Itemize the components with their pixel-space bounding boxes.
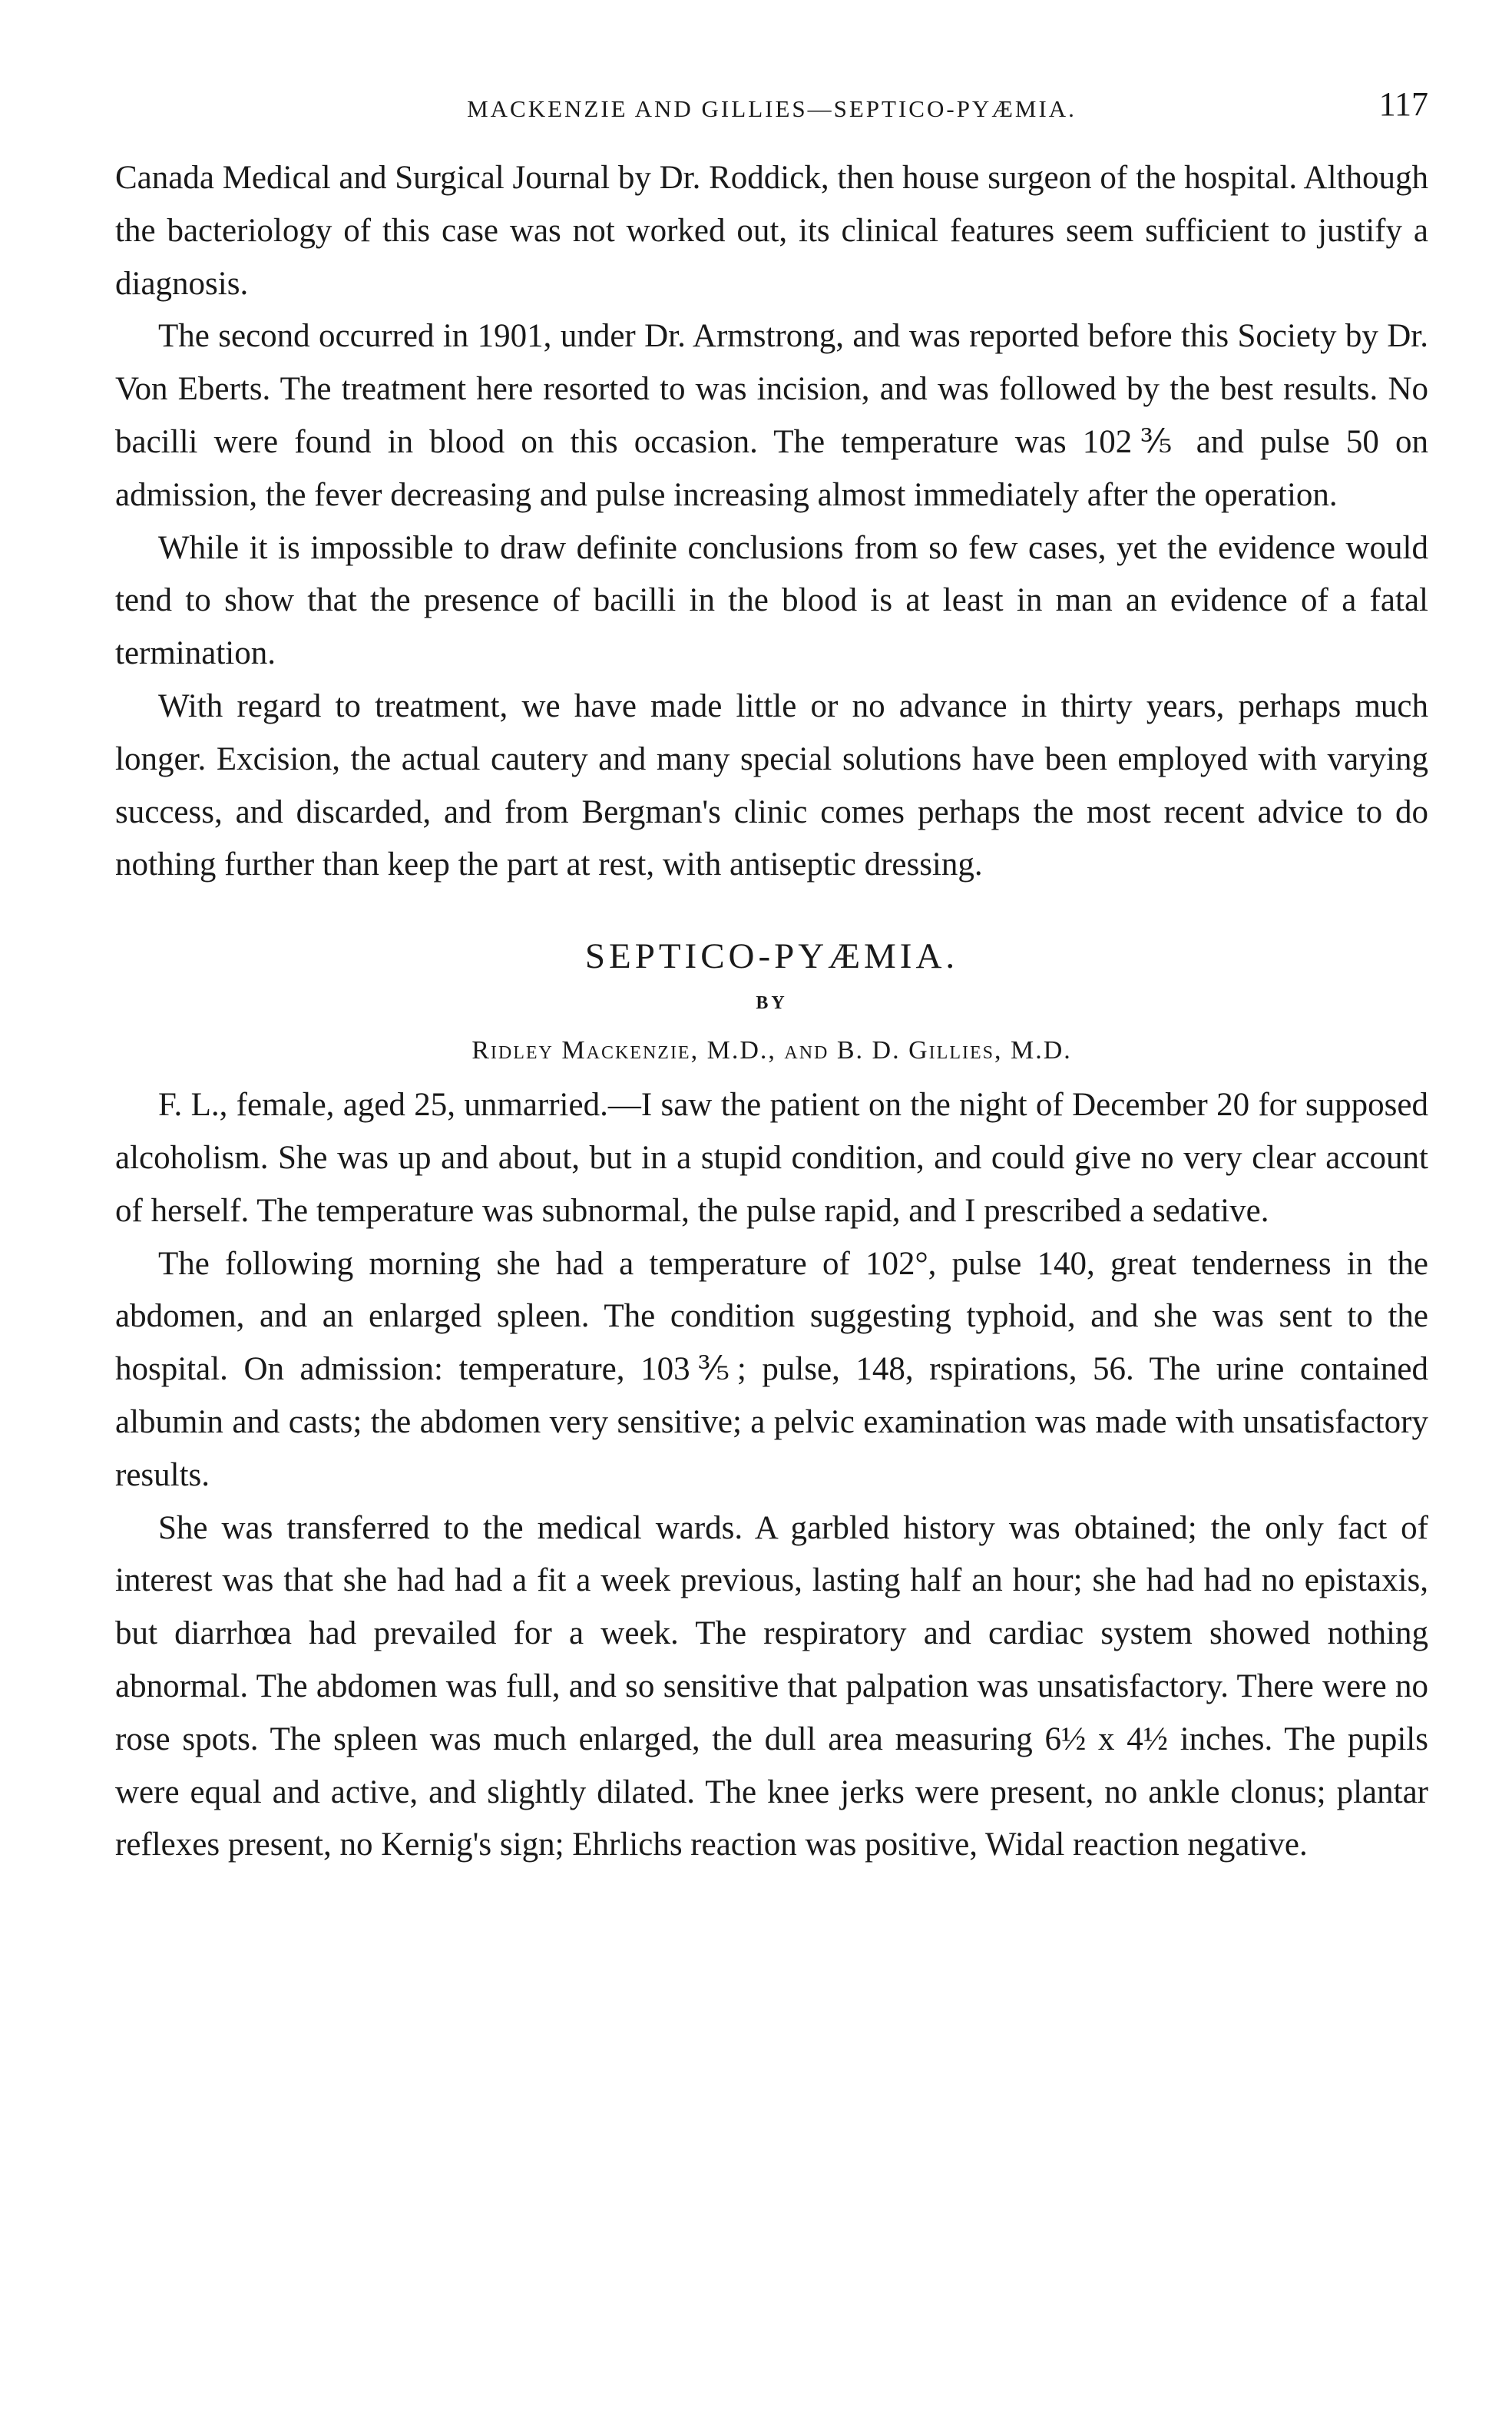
byline-by: BY xyxy=(756,993,788,1014)
paragraph: The following morning she had a temperature of 102°, pulse 140, great tenderness in the abdomen, and an enlarged spleen. The condition suggesting typhoid, and she was sent to the hospital. On admission: temperature, 103⅗; pulse, 148, rspirations, 56. The urine contained albumin and casts; the abdomen very sensitive; a pelvic examination was made with unsatisfactory results. xyxy=(115,1245,1428,1493)
running-head xyxy=(115,84,1428,131)
paragraph: She was transferred to the medical wards. A garbled history was obtained; the only fact of interest was that she had had a fit a week previous, lasting half an hour; she had had no epistaxis, but diarrhœa had prevailed for a week. The respiratory and cardiac system showed nothing abnormal. The abdomen was full, and so sensitive that palpation was unsatisfactory. There were no rose spots. The spleen was much enlarged, the dull area measuring 6½ x 4½ inches. The pupils were equal and active, and slightly dilated. The knee jerks were present, no ankle clonus; plantar reflexes present, no Kernig's sign; Ehrlichs reaction was positive, Widal reaction negative. xyxy=(115,1509,1428,1863)
paragraph: F. L., female, aged 25, unmarried.—I saw the patient on the night of December 20 for supposed alcoholism. She was up and about, but in a stupid condition, and could give no very clear account of herself. The temperature was subnormal, the pulse rapid, and I prescribed a sedative. xyxy=(115,1087,1428,1229)
author-names: Ridley Mackenzie, M.D., and B. D. Gillies, M.D. xyxy=(471,1036,1072,1065)
article-authors xyxy=(115,1025,1428,1076)
prior-article-body xyxy=(115,152,1428,892)
paragraph: With regard to treatment, we have made little or no advance in thirty years, perhaps much longer. Excision, the actual cautery and many special solutions have been employed with varying success, and discarded, and from Bergman's clinic comes perhaps the most recent advice to do nothing further than keep the part at rest, with antiseptic dressing. xyxy=(115,687,1428,883)
running-head-title: MACKENZIE AND GILLIES—SEPTICO-PYÆMIA. xyxy=(467,95,1077,122)
paragraph: Canada Medical and Surgical Journal by Dr. Roddick, then house surgeon of the hospital. Although the bacteriology of this case was not worked out, its clinical features seem sufficient to justify a diagnosis. xyxy=(115,160,1428,302)
journal-page xyxy=(115,84,1428,1872)
article-body xyxy=(115,1079,1428,1872)
paragraph: While it is impossible to draw definite conclusions from so few cases, yet the evidence would tend to show that the presence of bacilli in the blood is at least in man an evidence of a fatal termination. xyxy=(115,529,1428,672)
article-title: SEPTICO-PYÆMIA. xyxy=(584,936,959,977)
page-number: 117 xyxy=(1378,85,1428,123)
paragraph: The second occurred in 1901, under Dr. Armstrong, and was reported before this Society by Dr. Von Eberts. The treatment here resorted to was incision, and was followed by the best results. No bacilli were found in blood on this occasion. The temperature was 102⅗ and pulse 50 on admission, the fever decreasing and pulse increasing almost immediately after the operation. xyxy=(115,318,1428,513)
